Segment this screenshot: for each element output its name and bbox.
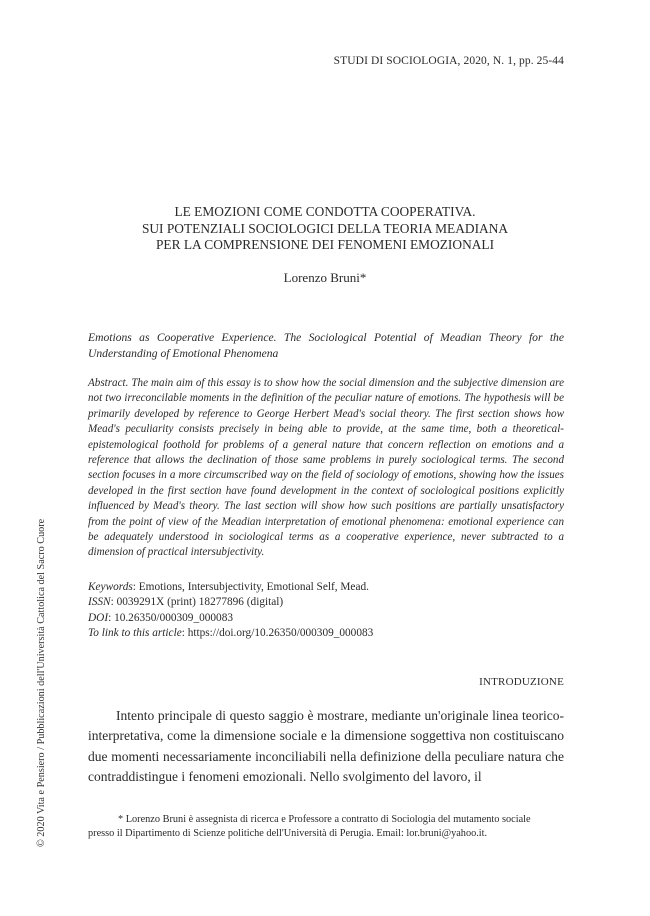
footnote-line-2: presso il Dipartimento di Scienze politiche dell'Università di Perugia. Email: lor.bruni@yahoo.it. [88,828,488,839]
keywords-label: Keywords [88,581,133,593]
section-heading: INTRODUZIONE [479,676,564,688]
abstract [88,376,564,561]
abstract-text: The main aim of this essay is to show how the social dimension and the subjective dimension are not two irreconcilable moments in the definition of the peculiar nature of emotions. The hypothesis will be primarily developed by reference to George Herbert Mead's social theory. The first section shows how Mead's peculiarity consists precisely in being able to provide, at the same time, both a theoretical-epistemological foothold for problems of a general nature that concern reflection on emotions and a reference that allows the declination of those same problems in purely sociological terms. The second section focuses in a more circumscribed way on the field of sociology of emotions, showing how the issues developed in the first section have found development in the context of sociological positions explicitly influenced by Mead's theory. The last section will show how such positions are partially unsatisfactory from the point of view of the Meadian interpretation of emotional phenomena: emotional experience can be adequately understood in sociological terms as a cooperative experience, never subtracted to a dimension of practical intersubjectivity. [88,377,564,559]
keywords-value: Emotions, Intersubjectivity, Emotional Self, Mead. [138,581,369,593]
title-line-2: SUI POTENZIALI SOCIOLOGICI DELLA TEORIA MEADIANA [141,220,509,236]
issn-label: ISSN [88,596,111,609]
footnote-line-1: * Lorenzo Bruni è assegnista di ricerca e Professore a contratto di Sociologia del mutamento sociale [118,814,531,825]
author-footnote [88,813,564,841]
article-title [0,204,650,254]
article-metadata [88,580,564,641]
body-paragraph: Intento principale di questo saggio è mostrare, mediante un'originale linea teorico-interpretativa, come la dimensione sociale e la dimensione soggettiva non costituiscano due momenti necessariamente inconciliabili nella definizione della peculiare natura che contraddistingue i fenomeni emozionali. Nello svolgimento del lavoro, il [88,708,564,784]
keywords-row: Keywords: Emotions, Intersubjectivity, Emotional Self, Mead. [88,581,369,593]
doi-value: 10.26350/000309_000083 [114,611,233,624]
link-row: To link to this article: https://doi.org/10.26350/000309_000083 [88,626,374,639]
link-label: To link to this article [88,626,182,639]
article-link[interactable]: https://doi.org/10.26350/000309_000083 [187,626,374,639]
running-head: STUDI DI SOCIOLOGIA, 2020, N. 1, pp. 25-44 [333,55,564,67]
issn-value: 0039291X (print) 18277896 (digital) [116,596,284,609]
author-name: Lorenzo Bruni* [283,270,367,285]
issn-row: ISSN: 0039291X (print) 18277896 (digital) [88,596,284,609]
doi-row: DOI: 10.26350/000309_000083 [88,611,233,624]
abstract-label: Abstract. [88,377,129,389]
side-copyright: © 2020 Vita e Pensiero / Pubblicazioni dell'Università Cattolica del Sacro Cuore [36,518,47,847]
english-title: Emotions as Cooperative Experience. The Sociological Potential of Meadian Theory for the Understanding of Emotional Phenomena [88,331,564,360]
doi-label: DOI [88,611,109,624]
title-line-3: PER LA COMPRENSIONE DEI FENOMENI EMOZIONALI [155,237,495,252]
title-line-1: LE EMOZIONI COME CONDOTTA COOPERATIVA. [174,204,476,219]
